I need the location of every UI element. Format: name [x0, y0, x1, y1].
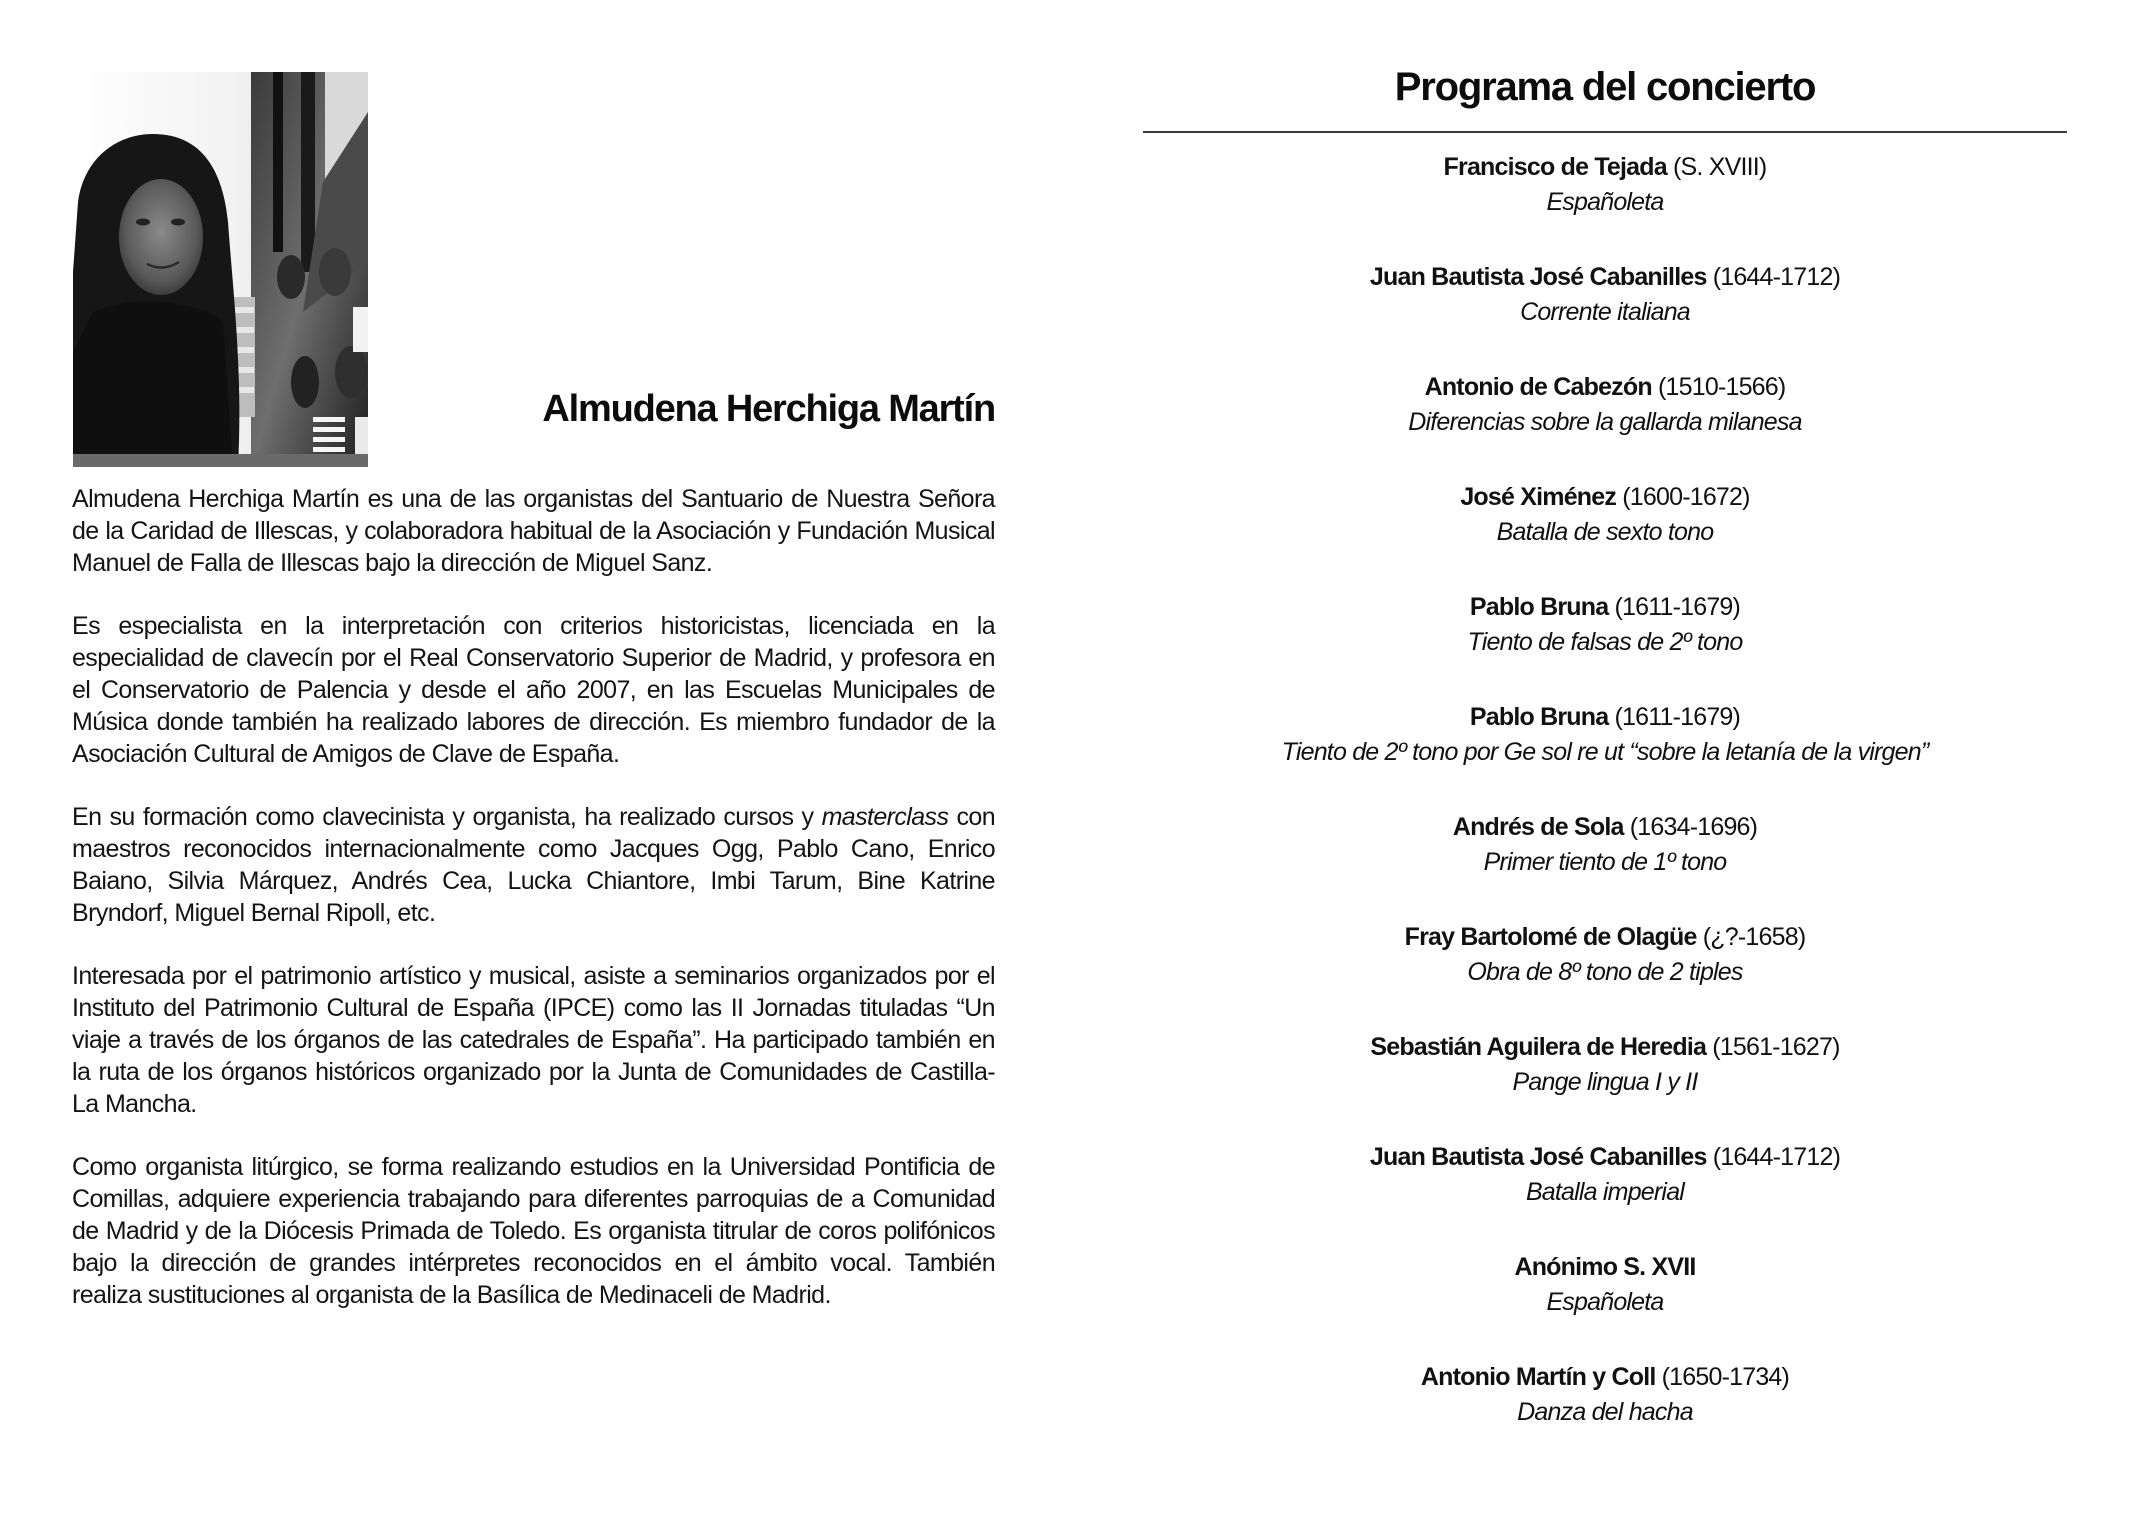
composer-line — [1063, 1250, 2140, 1284]
composer-name: Francisco de Tejada — [1443, 153, 1667, 181]
composer-name: Antonio de Cabezón — [1424, 373, 1652, 401]
work-title: Danza del hacha — [1517, 1398, 1693, 1426]
program-item — [1063, 260, 2140, 370]
composer-line — [1063, 260, 2140, 294]
bio-paragraph-3-text-start: En su formación como clavecinista y organista, ha realizado cursos y — [72, 803, 822, 831]
composer-dates: (¿?-1658) — [1702, 923, 1806, 951]
work-title: Batalla imperial — [1525, 1178, 1685, 1206]
composer-name: Juan Bautista José Cabanilles — [1369, 263, 1707, 291]
composer-line — [1063, 480, 2140, 514]
composer-dates: (1644-1712) — [1712, 1143, 1841, 1171]
program-item — [1063, 480, 2140, 590]
program-list — [1063, 150, 2140, 1470]
work-title: Batalla de sexto tono — [1496, 518, 1714, 546]
composer-name: Juan Bautista José Cabanilles — [1369, 1143, 1707, 1171]
composer-dates: (1650-1734) — [1661, 1363, 1790, 1391]
composer-line — [1063, 370, 2140, 404]
composer-dates: (1510-1566) — [1658, 373, 1786, 401]
composer-line — [1063, 1360, 2140, 1394]
program-item — [1063, 1030, 2140, 1140]
program-divider — [1143, 131, 2067, 133]
program-item — [1063, 150, 2140, 260]
composer-name: Fray Bartolomé de Olagüe — [1404, 923, 1697, 951]
work-title: Españoleta — [1546, 1288, 1664, 1316]
bio-paragraph-1: Almudena Herchiga Martín es una de las organistas del Santuario de Nuestra Señora de la Caridad de Illescas, y colaboradora habitual de la Asociación y Fundación Musical Manuel de Falla de Illescas bajo la dirección de Miguel Sanz. — [72, 485, 995, 577]
program-item — [1063, 1140, 2140, 1250]
composer-name: Sebastián Aguilera de Heredia — [1370, 1033, 1707, 1061]
composer-dates: (1611-1679) — [1614, 593, 1741, 621]
portrait-photo — [73, 72, 368, 467]
program-item — [1063, 920, 2140, 1030]
composer-line — [1063, 810, 2140, 844]
composer-line — [1063, 150, 2140, 184]
bio-paragraph-3 — [72, 801, 995, 929]
composer-name: Pablo Bruna — [1469, 593, 1609, 621]
work-title: Primer tiento de 1º tono — [1483, 848, 1727, 876]
program-item — [1063, 370, 2140, 480]
composer-dates: (1611-1679) — [1614, 703, 1741, 731]
composer-line — [1063, 920, 2140, 954]
program-item — [1063, 810, 2140, 920]
composer-line — [1063, 590, 2140, 624]
work-title: Obra de 8º tono de 2 tiples — [1467, 958, 1743, 986]
composer-line — [1063, 1140, 2140, 1174]
bio-paragraph-3-italic-term: masterclass — [821, 803, 949, 831]
program-item — [1063, 1360, 2140, 1470]
composer-dates: (S. XVIII) — [1673, 153, 1767, 181]
composer-dates: (1561-1627) — [1712, 1033, 1840, 1061]
bio-paragraph-4: Interesada por el patrimonio artístico y musical, asiste a seminarios organizados por el Instituto del Patrimonio Cultural de España (IPCE) como las II Jornadas tituladas “Un viaje a través de los órganos de las catedrales de España”. Ha participado también en la ruta de los órganos históricos organizado por la Junta de Comunidades de Castilla-La Mancha. — [72, 962, 995, 1118]
program-item — [1063, 590, 2140, 700]
work-title: Diferencias sobre la gallarda milanesa — [1408, 408, 1802, 436]
work-title: Pange lingua I y II — [1512, 1068, 1698, 1096]
composer-name: Antonio Martín y Coll — [1420, 1363, 1656, 1391]
program-item — [1063, 1250, 2140, 1360]
composer-dates: (1644-1712) — [1712, 263, 1841, 291]
composer-name: José Ximénez — [1460, 483, 1617, 511]
composer-line — [1063, 1030, 2140, 1064]
bio-paragraph-2: Es especialista en la interpretación con criterios historicistas, licenciada en la especialidad de clavecín por el Real Conservatorio Superior de Madrid, y profesora en el Conservatorio de Palencia y desde el año 2007, en las Escuelas Municipales de Música donde también ha realizado labores de dirección. Es miembro fundador de la Asociación Cultural de Amigos de Clave de España. — [72, 612, 995, 768]
composer-name: Andrés de Sola — [1452, 813, 1624, 841]
biography-text — [72, 483, 995, 1342]
work-title: Tiento de 2º tono por Ge sol re ut “sobre la letanía de la virgen” — [1281, 738, 1929, 766]
work-title: Españoleta — [1546, 188, 1664, 216]
work-title: Tiento de falsas de 2º tono — [1467, 628, 1743, 656]
composer-dates: (1634-1696) — [1629, 813, 1758, 841]
program-heading: Programa del concierto — [1394, 65, 1816, 109]
program-item — [1063, 700, 2140, 810]
performer-name-heading: Almudena Herchiga Martín — [542, 388, 995, 430]
composer-dates: (1600-1672) — [1622, 483, 1750, 511]
portrait-photo-graphic — [73, 72, 368, 467]
work-title: Corrente italiana — [1520, 298, 1690, 326]
composer-line — [1063, 700, 2140, 734]
bio-paragraph-5: Como organista litúrgico, se forma realizando estudios en la Universidad Pontificia de Comillas, adquiere experiencia trabajando para diferentes parroquias de a Comunidad de Madrid y de la Diócesis Primada de Toledo. Es organista titrular de coros polifónicos bajo la dirección de grandes intérpretes reconocidos en el ámbito vocal. También realiza sustituciones al organista de la Basílica de Medinaceli de Madrid. — [72, 1153, 995, 1309]
composer-name: Anónimo S. XVII — [1514, 1253, 1696, 1281]
composer-name: Pablo Bruna — [1469, 703, 1609, 731]
bio-paragraph-3-text-end: con maestros reconocidos internacionalmente como Jacques Ogg, Pablo Cano, Enrico Baiano, Silvia Márquez, Andrés Cea, Lucka Chiantore, Imbi Tarum, Bine Katrine Bryndorf, Miguel Bernal Ripoll, etc. — [72, 803, 995, 927]
